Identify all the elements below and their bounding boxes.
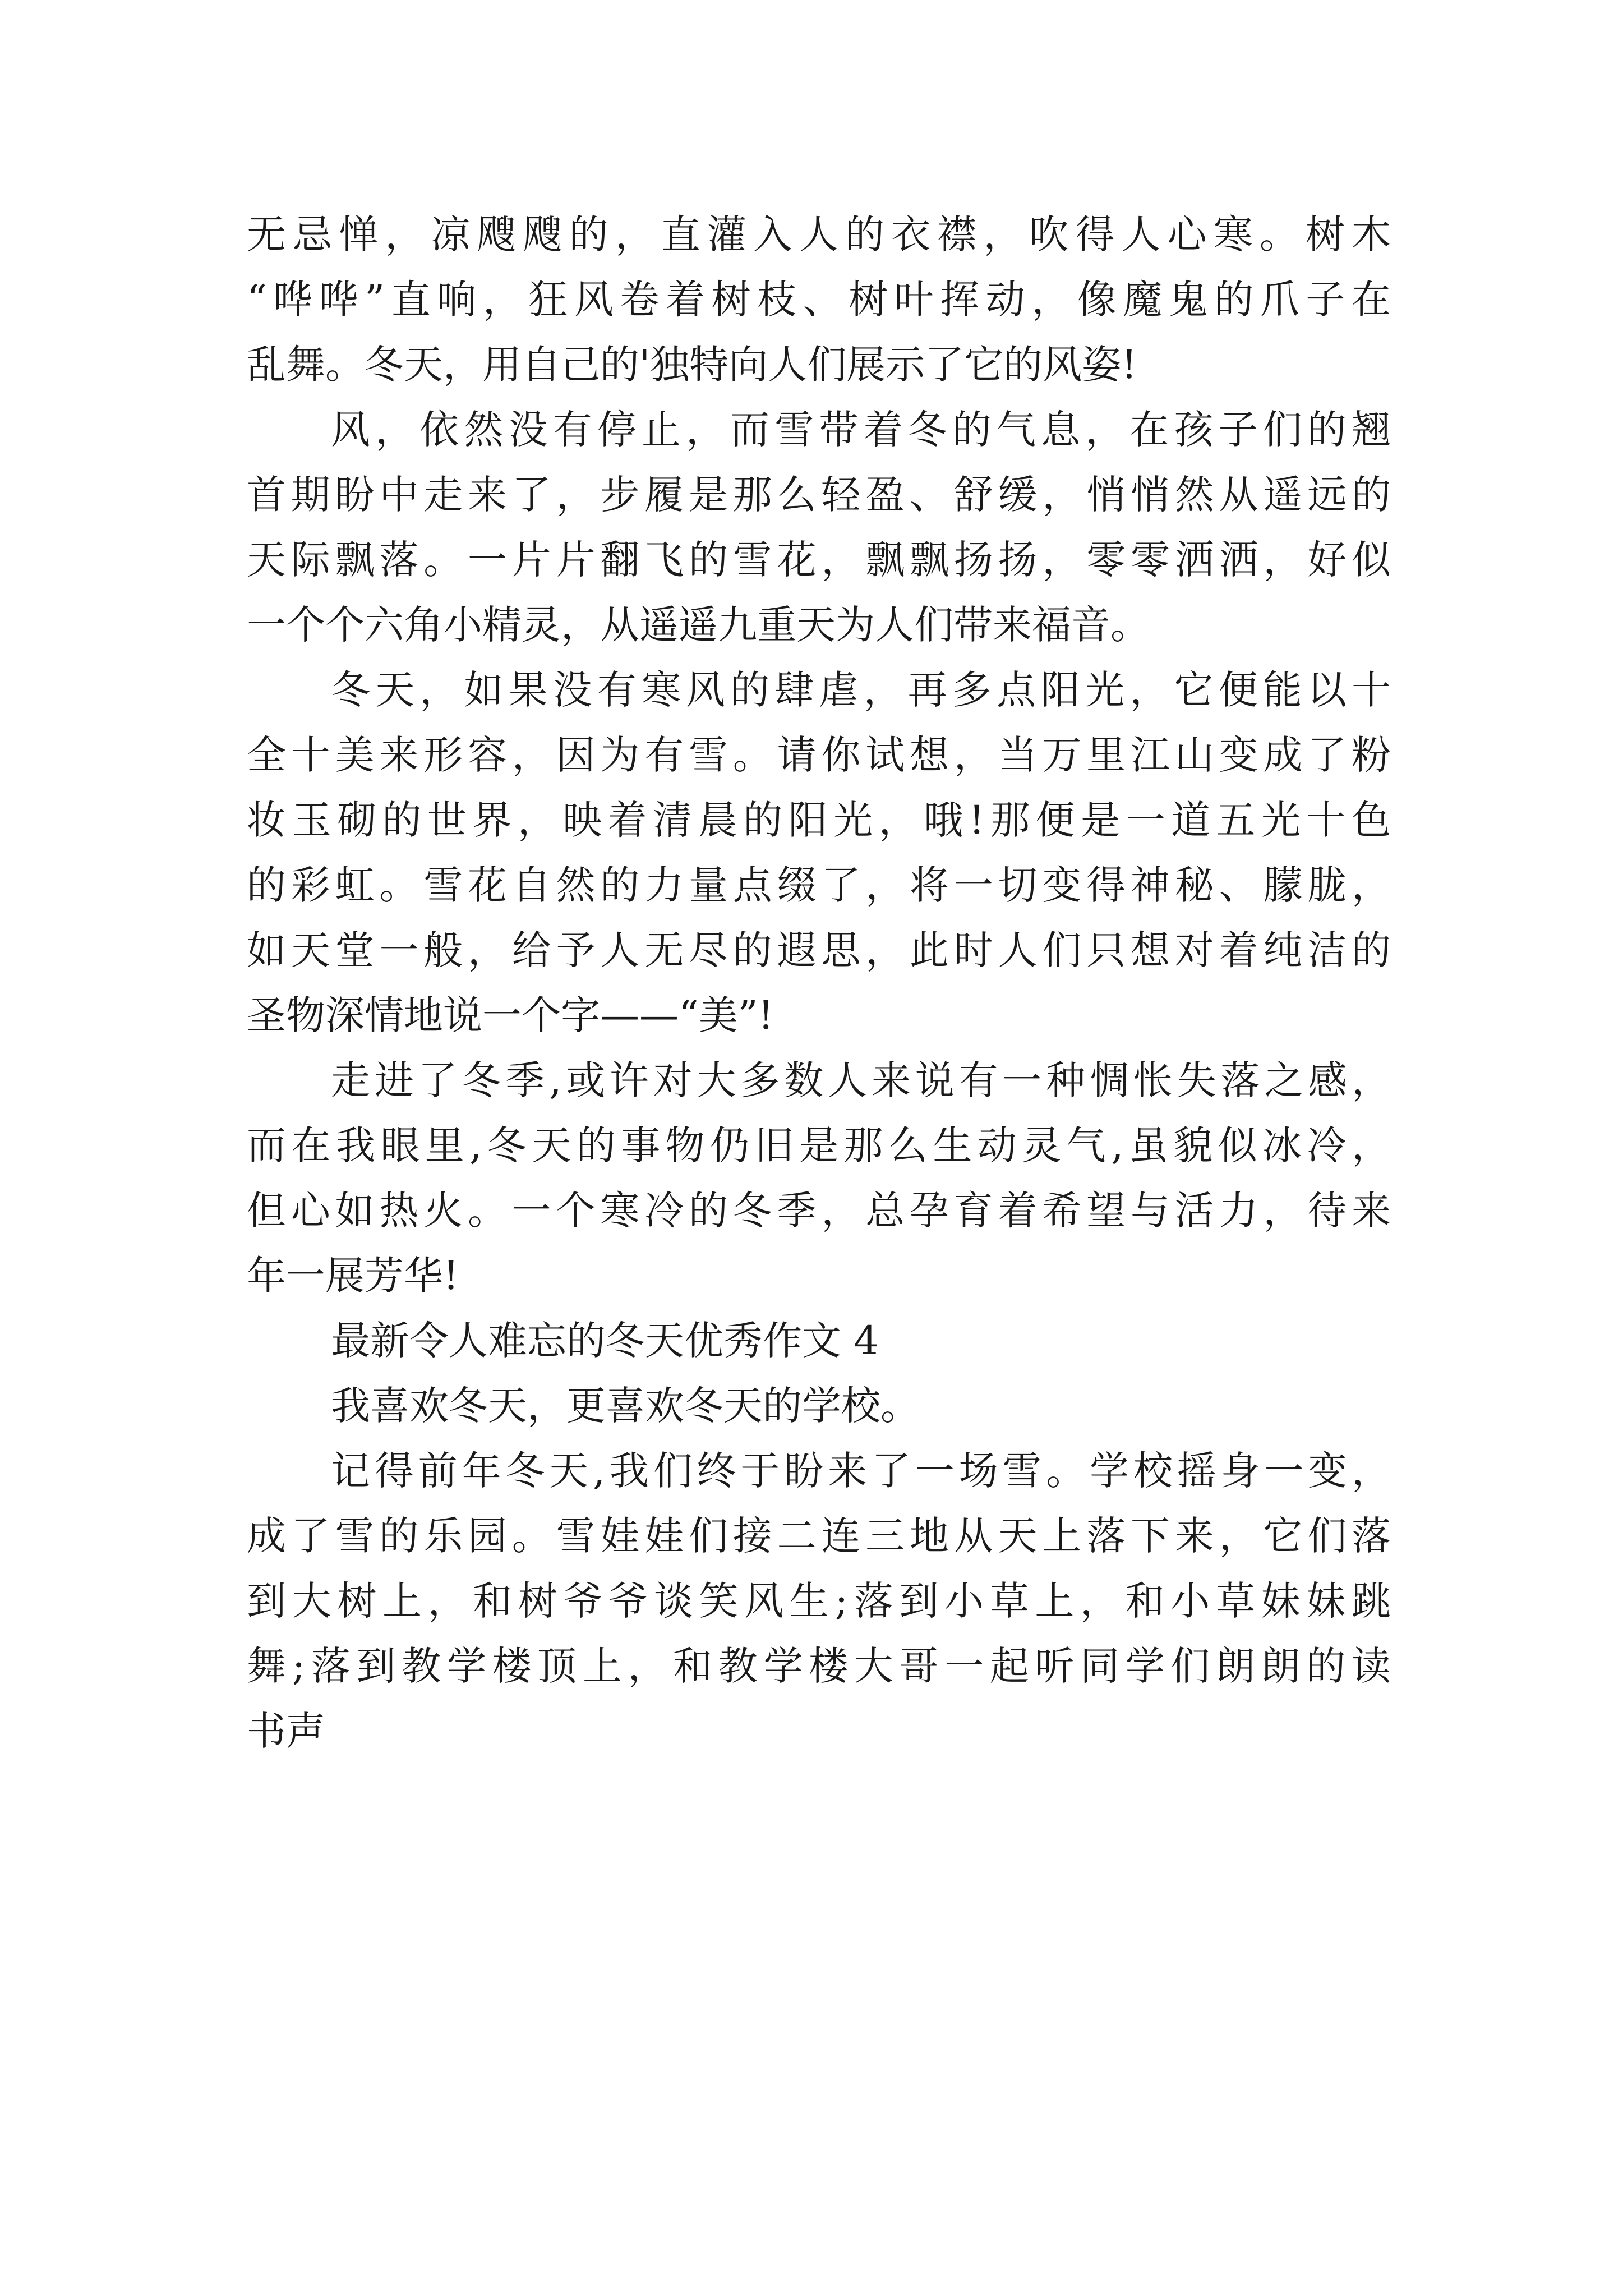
text-line: 而在我眼里,冬天的事物仍旧是那么生动灵气,虽貌似冰冷，: [247, 1122, 1391, 1168]
text-line: 但心如热火。一个寒冷的冬季，总孕育着希望与活力，待来: [247, 1188, 1391, 1234]
text-line: 年一展芳华!: [247, 1253, 459, 1299]
essay-body: [247, 202, 1391, 1764]
text-line: 天际飘落。一片片翻飞的雪花，飘飘扬扬，零零洒洒，好似: [247, 537, 1391, 583]
text-line: 乱舞。冬天，用自己的'独特向人们展示了它的风姿!: [247, 342, 1137, 388]
text-line: 一个个六角小精灵，从遥遥九重天为人们带来福音。: [247, 602, 1150, 648]
paragraph-first-line: 走进了冬季,或许对大多数人来说有一种惆怅失落之感，: [331, 1057, 1391, 1103]
paragraph-first-line: 冬天，如果没有寒风的肆虐，再多点阳光，它便能以十: [331, 667, 1391, 713]
section-heading: 最新令人难忘的冬天优秀作文 4: [331, 1318, 879, 1364]
text-line: 成了雪的乐园。雪娃娃们接二连三地从天上落下来，它们落: [247, 1513, 1391, 1559]
text-line: 舞;落到教学楼顶上，和教学楼大哥一起听同学们朗朗的读: [247, 1643, 1391, 1689]
text-line: 如天堂一般，给予人无尽的遐思，此时人们只想对着纯洁的: [247, 927, 1391, 973]
paragraph-first-line: 我喜欢冬天，更喜欢冬天的学校。: [331, 1383, 920, 1429]
paragraph-first-line: 风，依然没有停止，而雪带着冬的气息，在孩子们的翘: [331, 407, 1391, 453]
text-line: 圣物深情地说一个字——“美”!: [247, 992, 774, 1038]
text-line: 妆玉砌的世界，映着清晨的阳光，哦!那便是一道五光十色: [247, 797, 1391, 843]
text-line: 全十美来形容，因为有雪。请你试想，当万里江山变成了粉: [247, 732, 1391, 778]
text-line: 的彩虹。雪花自然的力量点缀了，将一切变得神秘、朦胧，: [247, 862, 1391, 908]
text-line: 书声: [247, 1708, 325, 1754]
text-line: 到大树上，和树爷爷谈笑风生;落到小草上，和小草妹妹跳: [247, 1578, 1391, 1624]
text-line: 无忌惮，凉飕飕的，直灌入人的衣襟，吹得人心寒。树木: [247, 211, 1391, 257]
text-line: “哗哗”直响，狂风卷着树枝、树叶挥动，像魔鬼的爪子在: [247, 277, 1391, 323]
paragraph-first-line: 记得前年冬天,我们终于盼来了一场雪。学校摇身一变，: [331, 1448, 1391, 1494]
text-line: 首期盼中走来了，步履是那么轻盈、舒缓，悄悄然从遥远的: [247, 472, 1391, 518]
